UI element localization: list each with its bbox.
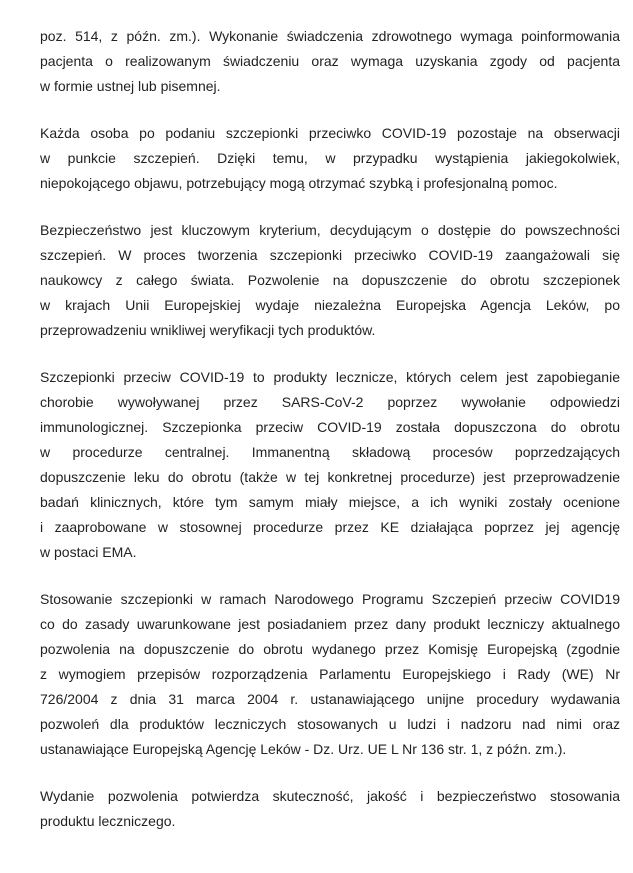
text-line: ustanawiające Europejską Agencję Leków - Dz. Urz. UE L Nr 136 str. 1, z późn. zm.).: [40, 741, 567, 757]
paragraph: [40, 218, 620, 343]
paragraph: [40, 587, 620, 762]
text-line: przeprowadzeniu wnikliwej weryfikacji tych produktów.: [40, 322, 376, 338]
text-line: pacjenta o realizowanym świadczeniu oraz wymaga uzyskania zgody od pacjenta: [40, 53, 620, 69]
text-line: dopuszczenie leku do obrotu (także w tej konkretnej procedurze) jest przeprowadzenie: [40, 469, 620, 485]
text-line: chorobie wywoływanej przez SARS-CoV-2 poprzez wywołanie odpowiedzi: [40, 394, 620, 410]
paragraph: [40, 365, 620, 565]
text-line: Szczepionki przeciw COVID-19 to produkty lecznicze, których celem jest zapobieganie: [40, 369, 620, 385]
text-line: w formie ustnej lub pisemnej.: [40, 78, 221, 94]
text-line: i zaaprobowane w stosownej procedurze przez KE działająca poprzez jej agencję: [40, 519, 620, 535]
text-line: niepokojącego objawu, potrzebujący mogą otrzymać szybką i profesjonalną pomoc.: [40, 175, 558, 191]
text-line: pozwoleń dla produktów leczniczych stosowanych u ludzi i nadzoru nad nimi oraz: [40, 716, 620, 732]
text-line: 726/2004 z dnia 31 marca 2004 r. ustanawiającego unijne procedury wydawania: [40, 691, 620, 707]
text-line: produktu leczniczego.: [40, 813, 176, 829]
text-line: poz. 514, z późn. zm.). Wykonanie świadczenia zdrowotnego wymaga poinformowania: [40, 28, 620, 44]
text-line: immunologicznej. Szczepionka przeciw COVID-19 została dopuszczona do obrotu: [40, 419, 620, 435]
text-line: w punkcie szczepień. Dzięki temu, w przypadku wystąpienia jakiegokolwiek,: [40, 150, 620, 166]
text-line: Każda osoba po podaniu szczepionki przeciwko COVID-19 pozostaje na obserwacji: [40, 125, 620, 141]
text-line: co do zasady uwarunkowane jest posiadaniem przez dany produkt leczniczy aktualnego: [40, 616, 620, 632]
text-line: Stosowanie szczepionki w ramach Narodowego Programu Szczepień przeciw COVID19: [40, 591, 620, 607]
paragraph: [40, 121, 620, 196]
text-line: z wymogiem przepisów rozporządzenia Parlamentu Europejskiego i Rady (WE) Nr: [40, 666, 620, 682]
text-line: Wydanie pozwolenia potwierdza skuteczność, jakość i bezpieczeństwo stosowania: [40, 788, 620, 804]
text-line: w krajach Unii Europejskiej wydaje niezależna Europejska Agencja Leków, po: [40, 297, 620, 313]
text-line: naukowcy z całego świata. Pozwolenie na dopuszczenie do obrotu szczepionek: [40, 272, 620, 288]
text-line: pozwolenia na dopuszczenie do obrotu wydanego przez Komisję Europejską (zgodnie: [40, 641, 620, 657]
text-line: Bezpieczeństwo jest kluczowym kryterium, decydującym o dostępie do powszechności: [40, 222, 620, 238]
text-line: w postaci EMA.: [40, 544, 137, 560]
paragraph: [40, 24, 620, 99]
text-line: szczepień. W proces tworzenia szczepionki przeciwko COVID-19 zaangażowali się: [40, 247, 620, 263]
text-line: w procedurze centralnej. Immanentną składową procesów poprzedzających: [40, 444, 620, 460]
paragraph: [40, 784, 620, 834]
text-line: badań klinicznych, które tym samym miały miejsce, a ich wyniki zostały ocenione: [40, 494, 620, 510]
